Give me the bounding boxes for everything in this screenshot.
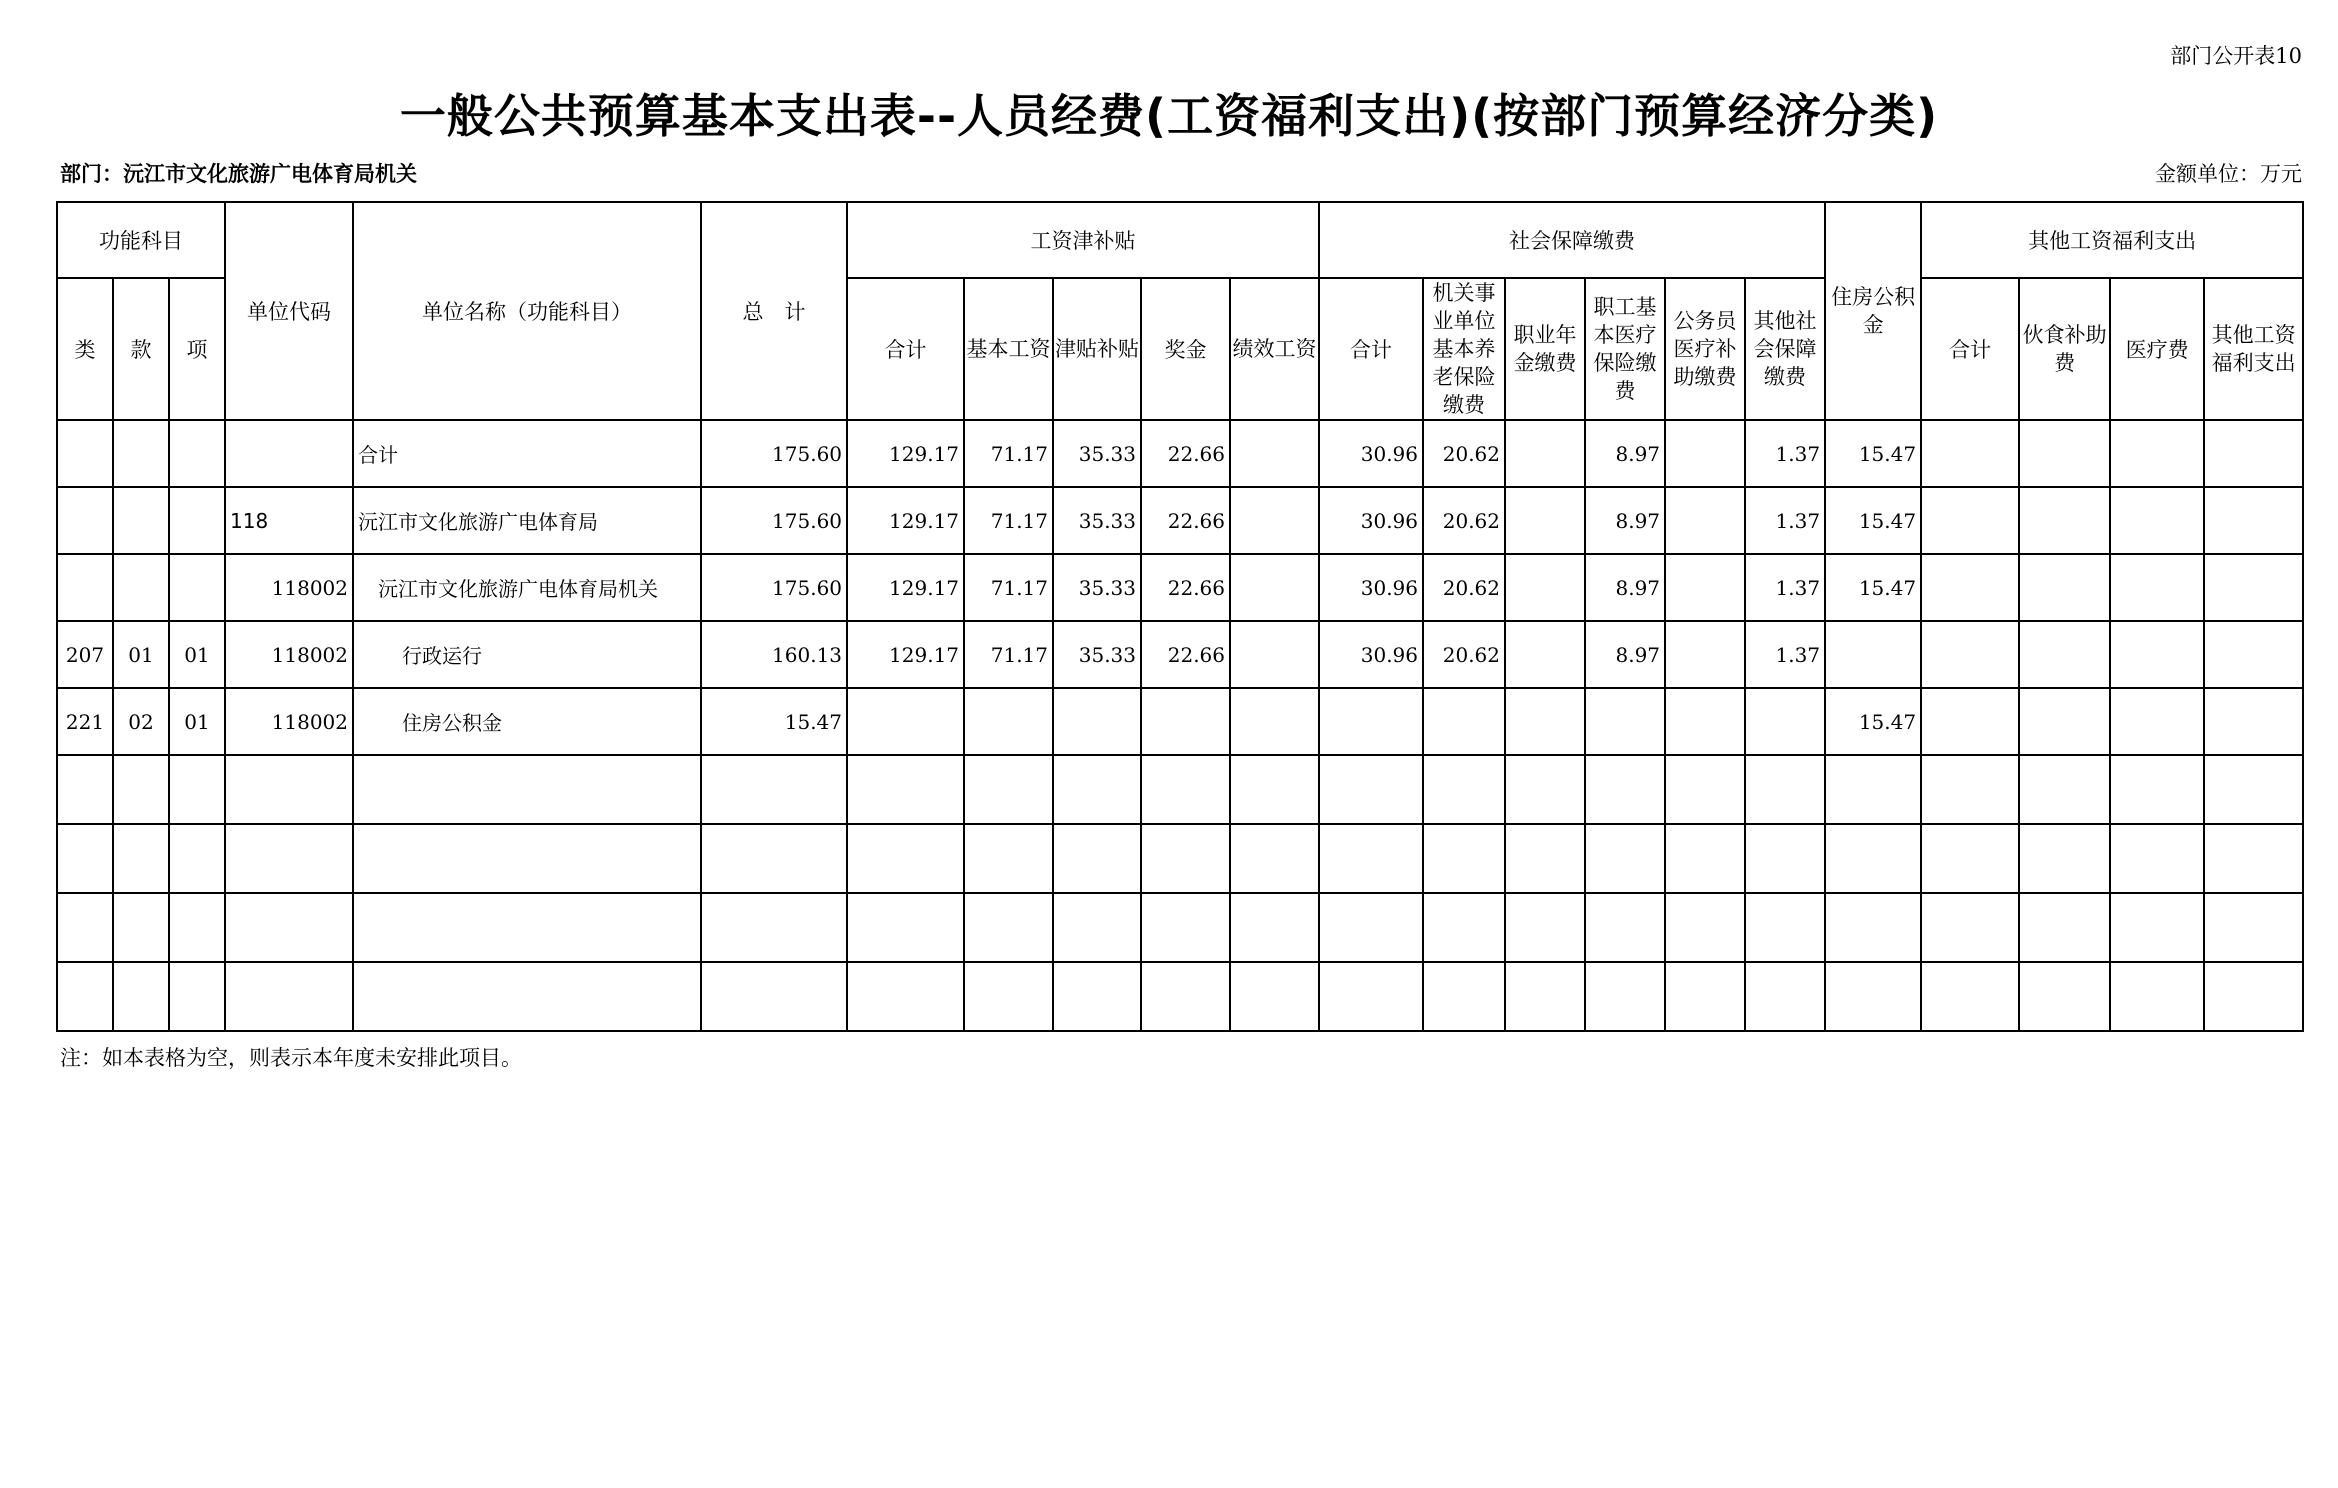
cell-perf (1230, 420, 1319, 487)
cell-total: 175.60 (701, 420, 847, 487)
empty-cell (1745, 962, 1825, 1031)
cell-med-fee (2110, 621, 2204, 688)
header-bonus: 奖金 (1141, 278, 1230, 420)
empty-cell (1230, 824, 1319, 893)
empty-cell (1921, 962, 2019, 1031)
table-row (57, 554, 2303, 621)
empty-cell (1505, 962, 1585, 1031)
cell-total: 175.60 (701, 487, 847, 554)
empty-cell (57, 824, 113, 893)
empty-cell (353, 962, 701, 1031)
empty-cell (1505, 824, 1585, 893)
cell-medical: 8.97 (1585, 487, 1665, 554)
header-other-welfare: 其他工资福利支出 (2204, 278, 2303, 420)
empty-cell (113, 755, 169, 824)
cell-housing: 15.47 (1825, 487, 1921, 554)
cell-oth-welfare (2204, 420, 2303, 487)
header-perf-wage: 绩效工资 (1230, 278, 1319, 420)
cell-wage-total: 129.17 (847, 621, 964, 688)
cell-code: 118002 (225, 554, 353, 621)
empty-row (57, 962, 2303, 1031)
cell-med-fee (2110, 487, 2204, 554)
header-housing: 住房公积金 (1825, 202, 1921, 420)
empty-cell (1423, 755, 1505, 824)
cell-allow (1053, 688, 1141, 755)
empty-cell (1921, 824, 2019, 893)
budget-table (56, 201, 2304, 1032)
empty-cell (1505, 755, 1585, 824)
empty-cell (847, 893, 964, 962)
header-other-social: 其他社会保障缴费 (1745, 278, 1825, 420)
cell-housing: 15.47 (1825, 688, 1921, 755)
empty-cell (1921, 893, 2019, 962)
empty-cell (1423, 962, 1505, 1031)
cell-annuity (1505, 487, 1585, 554)
empty-cell (169, 962, 225, 1031)
cell-perf (1230, 554, 1319, 621)
empty-cell (964, 893, 1053, 962)
empty-cell (353, 893, 701, 962)
empty-cell (57, 962, 113, 1031)
cell-kuan (113, 420, 169, 487)
empty-cell (1745, 755, 1825, 824)
cell-basic: 71.17 (964, 420, 1053, 487)
cell-xiang (169, 420, 225, 487)
cell-allow: 35.33 (1053, 621, 1141, 688)
cell-med-fee (2110, 420, 2204, 487)
header-other-group: 其他工资福利支出 (1921, 202, 2303, 278)
cell-med-fee (2110, 554, 2204, 621)
empty-cell (701, 755, 847, 824)
cell-annuity (1505, 554, 1585, 621)
empty-cell (1319, 893, 1423, 962)
cell-oth-welfare (2204, 487, 2303, 554)
empty-row (57, 755, 2303, 824)
header-wage-group: 工资津补贴 (847, 202, 1319, 278)
empty-cell (57, 893, 113, 962)
empty-cell (847, 824, 964, 893)
footnote: 注：如本表格为空，则表示本年度未安排此项目。 (60, 1046, 522, 1070)
header-xiang: 项 (169, 278, 225, 420)
cell-bonus: 22.66 (1141, 621, 1230, 688)
cell-allow: 35.33 (1053, 487, 1141, 554)
cell-other-soc: 1.37 (1745, 487, 1825, 554)
cell-total: 160.13 (701, 621, 847, 688)
cell-medical: 8.97 (1585, 554, 1665, 621)
empty-cell (2204, 893, 2303, 962)
empty-cell (964, 824, 1053, 893)
cell-annuity (1505, 420, 1585, 487)
header-unit-name: 单位名称（功能科目） (353, 202, 701, 420)
empty-cell (2110, 893, 2204, 962)
empty-cell (113, 824, 169, 893)
cell-perf (1230, 487, 1319, 554)
empty-cell (225, 824, 353, 893)
empty-cell (353, 824, 701, 893)
empty-cell (1825, 824, 1921, 893)
cell-civil (1665, 487, 1745, 554)
header-allowance: 津贴补贴 (1053, 278, 1141, 420)
empty-cell (1141, 962, 1230, 1031)
empty-cell (1423, 893, 1505, 962)
cell-medical (1585, 688, 1665, 755)
empty-cell (2110, 824, 2204, 893)
empty-cell (1665, 824, 1745, 893)
cell-name: 行政运行 (353, 621, 701, 688)
empty-cell (169, 824, 225, 893)
cell-oth-welfare (2204, 554, 2303, 621)
empty-cell (1745, 824, 1825, 893)
cell-kuan (113, 487, 169, 554)
empty-cell (1921, 755, 2019, 824)
cell-civil (1665, 420, 1745, 487)
cell-bonus: 22.66 (1141, 420, 1230, 487)
cell-bonus: 22.66 (1141, 487, 1230, 554)
empty-cell (1825, 962, 1921, 1031)
cell-pension (1423, 688, 1505, 755)
cell-oth-welfare (2204, 688, 2303, 755)
cell-code: 118002 (225, 621, 353, 688)
cell-name: 沅江市文化旅游广电体育局 (353, 487, 701, 554)
empty-cell (169, 893, 225, 962)
header-kuan: 款 (113, 278, 169, 420)
header-medical-fee: 医疗费 (2110, 278, 2204, 420)
empty-cell (2204, 755, 2303, 824)
cell-other-soc: 1.37 (1745, 420, 1825, 487)
cell-code: 118 (225, 487, 353, 554)
empty-cell (1053, 824, 1141, 893)
table-row (57, 420, 2303, 487)
empty-cell (1319, 962, 1423, 1031)
empty-cell (2019, 824, 2110, 893)
cell-wage-total (847, 688, 964, 755)
empty-cell (1230, 893, 1319, 962)
header-medical: 职工基本医疗保险缴费 (1585, 278, 1665, 420)
cell-civil (1665, 554, 1745, 621)
empty-cell (2019, 755, 2110, 824)
cell-xiang: 01 (169, 688, 225, 755)
cell-soc-total: 30.96 (1319, 420, 1423, 487)
empty-cell (2204, 962, 2303, 1031)
cell-oth-total (1921, 688, 2019, 755)
cell-oth-total (1921, 621, 2019, 688)
empty-cell (1505, 893, 1585, 962)
cell-soc-total: 30.96 (1319, 621, 1423, 688)
cell-total: 175.60 (701, 554, 847, 621)
cell-pension: 20.62 (1423, 420, 1505, 487)
cell-other-soc (1745, 688, 1825, 755)
cell-wage-total: 129.17 (847, 487, 964, 554)
cell-lei: 221 (57, 688, 113, 755)
header-social-group: 社会保障缴费 (1319, 202, 1825, 278)
empty-cell (1585, 893, 1665, 962)
empty-cell (701, 824, 847, 893)
cell-med-fee (2110, 688, 2204, 755)
empty-cell (2019, 962, 2110, 1031)
cell-food (2019, 621, 2110, 688)
cell-name: 合计 (353, 420, 701, 487)
empty-row (57, 893, 2303, 962)
cell-housing: 15.47 (1825, 554, 1921, 621)
cell-oth-welfare (2204, 621, 2303, 688)
empty-cell (2110, 755, 2204, 824)
form-number: 部门公开表10 (2170, 44, 2302, 68)
cell-basic: 71.17 (964, 554, 1053, 621)
cell-basic: 71.17 (964, 487, 1053, 554)
empty-cell (1665, 893, 1745, 962)
cell-oth-total (1921, 420, 2019, 487)
cell-name: 住房公积金 (353, 688, 701, 755)
header-lei: 类 (57, 278, 113, 420)
empty-cell (57, 755, 113, 824)
cell-housing: 15.47 (1825, 420, 1921, 487)
cell-kuan: 02 (113, 688, 169, 755)
empty-cell (1319, 824, 1423, 893)
cell-pension: 20.62 (1423, 554, 1505, 621)
empty-cell (1230, 755, 1319, 824)
empty-cell (1053, 755, 1141, 824)
header-basic-wage: 基本工资 (964, 278, 1053, 420)
cell-civil (1665, 688, 1745, 755)
empty-cell (1141, 893, 1230, 962)
cell-perf (1230, 688, 1319, 755)
table-row (57, 621, 2303, 688)
empty-cell (1585, 962, 1665, 1031)
cell-xiang (169, 487, 225, 554)
cell-other-soc: 1.37 (1745, 621, 1825, 688)
department-label: 部门：沅江市文化旅游广电体育局机关 (60, 162, 417, 186)
cell-annuity (1505, 621, 1585, 688)
empty-row (57, 824, 2303, 893)
cell-wage-total: 129.17 (847, 420, 964, 487)
empty-cell (701, 893, 847, 962)
amount-unit-label: 金额单位：万元 (2155, 162, 2302, 186)
empty-cell (1745, 893, 1825, 962)
cell-soc-total: 30.96 (1319, 487, 1423, 554)
cell-pension: 20.62 (1423, 487, 1505, 554)
table-row (57, 688, 2303, 755)
empty-cell (2110, 962, 2204, 1031)
empty-cell (1053, 893, 1141, 962)
cell-code: 118002 (225, 688, 353, 755)
header-func-subject: 功能科目 (57, 202, 225, 278)
page-title: 一般公共预算基本支出表--人员经费(工资福利支出)(按部门预算经济分类) (399, 89, 1939, 143)
empty-cell (225, 962, 353, 1031)
cell-lei (57, 420, 113, 487)
empty-cell (847, 962, 964, 1031)
header-other-total: 合计 (1921, 278, 2019, 420)
cell-food (2019, 688, 2110, 755)
empty-cell (2204, 824, 2303, 893)
empty-cell (964, 962, 1053, 1031)
empty-cell (1665, 962, 1745, 1031)
empty-cell (1141, 824, 1230, 893)
empty-cell (1585, 755, 1665, 824)
empty-cell (1319, 755, 1423, 824)
cell-bonus (1141, 688, 1230, 755)
cell-total: 15.47 (701, 688, 847, 755)
header-wage-total: 合计 (847, 278, 964, 420)
empty-cell (113, 962, 169, 1031)
cell-kuan (113, 554, 169, 621)
header-food: 伙食补助费 (2019, 278, 2110, 420)
empty-cell (1141, 755, 1230, 824)
cell-food (2019, 420, 2110, 487)
empty-cell (1665, 755, 1745, 824)
cell-code (225, 420, 353, 487)
cell-wage-total: 129.17 (847, 554, 964, 621)
cell-basic (964, 688, 1053, 755)
cell-xiang (169, 554, 225, 621)
cell-pension: 20.62 (1423, 621, 1505, 688)
cell-medical: 8.97 (1585, 621, 1665, 688)
cell-oth-total (1921, 554, 2019, 621)
cell-other-soc: 1.37 (1745, 554, 1825, 621)
cell-annuity (1505, 688, 1585, 755)
cell-basic: 71.17 (964, 621, 1053, 688)
empty-cell (964, 755, 1053, 824)
header-social-total: 合计 (1319, 278, 1423, 420)
header-pension: 机关事业单位基本养老保险缴费 (1423, 278, 1505, 420)
cell-medical: 8.97 (1585, 420, 1665, 487)
empty-cell (1230, 962, 1319, 1031)
cell-kuan: 01 (113, 621, 169, 688)
cell-food (2019, 554, 2110, 621)
cell-food (2019, 487, 2110, 554)
cell-allow: 35.33 (1053, 420, 1141, 487)
empty-cell (701, 962, 847, 1031)
cell-allow: 35.33 (1053, 554, 1141, 621)
empty-cell (113, 893, 169, 962)
cell-perf (1230, 621, 1319, 688)
cell-soc-total (1319, 688, 1423, 755)
empty-cell (1825, 755, 1921, 824)
empty-cell (1825, 893, 1921, 962)
header-annuity: 职业年金缴费 (1505, 278, 1585, 420)
cell-housing (1825, 621, 1921, 688)
cell-civil (1665, 621, 1745, 688)
empty-cell (2019, 893, 2110, 962)
empty-cell (225, 893, 353, 962)
empty-cell (1053, 962, 1141, 1031)
cell-bonus: 22.66 (1141, 554, 1230, 621)
empty-cell (1423, 824, 1505, 893)
empty-cell (847, 755, 964, 824)
cell-lei: 207 (57, 621, 113, 688)
header-unit-code: 单位代码 (225, 202, 353, 420)
header-civil-medical: 公务员医疗补助缴费 (1665, 278, 1745, 420)
cell-xiang: 01 (169, 621, 225, 688)
cell-oth-total (1921, 487, 2019, 554)
cell-name: 沅江市文化旅游广电体育局机关 (353, 554, 701, 621)
table-row (57, 487, 2303, 554)
cell-lei (57, 554, 113, 621)
empty-cell (1585, 824, 1665, 893)
empty-cell (225, 755, 353, 824)
cell-soc-total: 30.96 (1319, 554, 1423, 621)
table-body (57, 420, 2303, 1031)
empty-cell (353, 755, 701, 824)
cell-lei (57, 487, 113, 554)
header-total: 总 计 (701, 202, 847, 420)
empty-cell (169, 755, 225, 824)
